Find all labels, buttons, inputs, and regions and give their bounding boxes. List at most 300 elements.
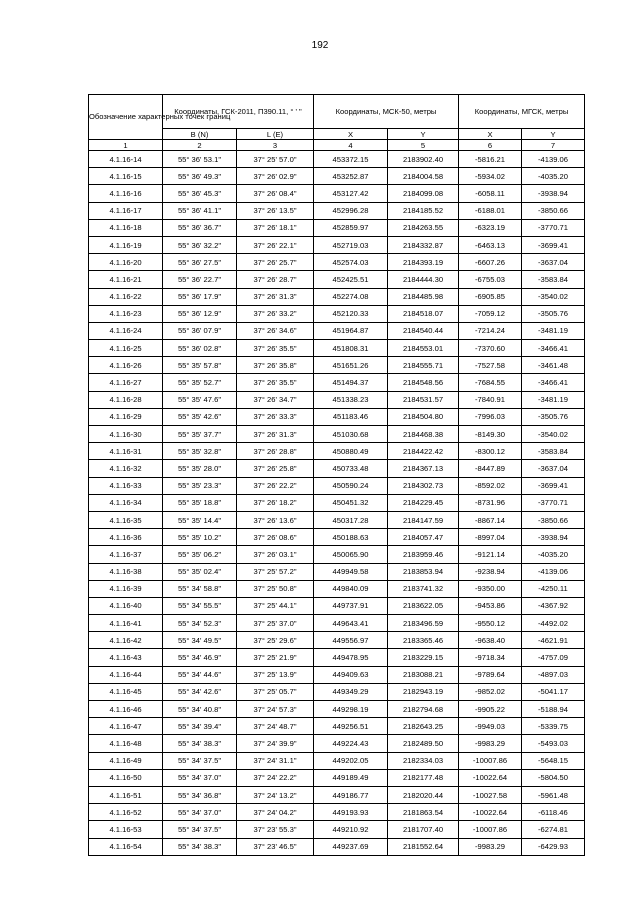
msk-y-cell: 2182334.03 bbox=[388, 752, 459, 769]
msk-x-cell: 450451.32 bbox=[314, 494, 388, 511]
msk-y-cell: 2183902.40 bbox=[388, 151, 459, 168]
latitude-cell: 55° 34' 55.5" bbox=[163, 597, 237, 614]
table-row bbox=[89, 236, 585, 253]
msk-x-cell: 449189.49 bbox=[314, 769, 388, 786]
mgsk-y-cell: -3699.41 bbox=[522, 236, 585, 253]
mgsk-x-cell: -10007.86 bbox=[459, 821, 522, 838]
msk-y-cell: 2183088.21 bbox=[388, 666, 459, 683]
msk-x-cell: 449737.91 bbox=[314, 597, 388, 614]
latitude-cell: 55° 34' 36.8" bbox=[163, 786, 237, 803]
msk-y-cell: 2184332.87 bbox=[388, 236, 459, 253]
latitude-cell: 55° 35' 02.4" bbox=[163, 563, 237, 580]
mgsk-x-cell: -9550.12 bbox=[459, 615, 522, 632]
mgsk-y-cell: -3770.71 bbox=[522, 494, 585, 511]
point-id-cell: 4.1.16-47 bbox=[89, 718, 163, 735]
mgsk-y-cell: -3505.76 bbox=[522, 305, 585, 322]
point-id-cell: 4.1.16-23 bbox=[89, 305, 163, 322]
point-id-cell: 4.1.16-52 bbox=[89, 804, 163, 821]
table-row bbox=[89, 202, 585, 219]
latitude-cell: 55° 35' 52.7" bbox=[163, 374, 237, 391]
longitude-cell: 37° 25' 50.8" bbox=[237, 580, 314, 597]
mgsk-y-cell: -3540.02 bbox=[522, 426, 585, 443]
longitude-cell: 37° 26' 18.1" bbox=[237, 219, 314, 236]
table-row bbox=[89, 443, 585, 460]
table-row bbox=[89, 597, 585, 614]
point-id-cell: 4.1.16-17 bbox=[89, 202, 163, 219]
msk-y-cell: 2182643.25 bbox=[388, 718, 459, 735]
mgsk-y-cell: -5961.48 bbox=[522, 786, 585, 803]
coordinates-table bbox=[88, 94, 585, 856]
longitude-cell: 37° 26' 33.3" bbox=[237, 408, 314, 425]
table-row bbox=[89, 322, 585, 339]
table-row bbox=[89, 391, 585, 408]
msk-y-cell: 2181863.54 bbox=[388, 804, 459, 821]
header-sub-b: B (N) bbox=[163, 129, 237, 140]
header-sub-mgsk-y: Y bbox=[522, 129, 585, 140]
latitude-cell: 55° 35' 47.6" bbox=[163, 391, 237, 408]
mgsk-x-cell: -8867.14 bbox=[459, 511, 522, 528]
longitude-cell: 37° 26' 25.7" bbox=[237, 254, 314, 271]
column-number: 6 bbox=[459, 140, 522, 151]
table-row bbox=[89, 666, 585, 683]
msk-y-cell: 2184229.45 bbox=[388, 494, 459, 511]
latitude-cell: 55° 35' 32.8" bbox=[163, 443, 237, 460]
point-id-cell: 4.1.16-14 bbox=[89, 151, 163, 168]
longitude-cell: 37° 24' 31.1" bbox=[237, 752, 314, 769]
mgsk-y-cell: -4035.20 bbox=[522, 168, 585, 185]
longitude-cell: 37° 25' 44.1" bbox=[237, 597, 314, 614]
point-id-cell: 4.1.16-54 bbox=[89, 838, 163, 855]
msk-x-cell: 452574.03 bbox=[314, 254, 388, 271]
point-id-cell: 4.1.16-29 bbox=[89, 408, 163, 425]
point-id-cell: 4.1.16-35 bbox=[89, 511, 163, 528]
point-id-cell: 4.1.16-39 bbox=[89, 580, 163, 597]
table-row bbox=[89, 477, 585, 494]
msk-x-cell: 449349.29 bbox=[314, 683, 388, 700]
latitude-cell: 55° 35' 14.4" bbox=[163, 511, 237, 528]
msk-x-cell: 452120.33 bbox=[314, 305, 388, 322]
mgsk-y-cell: -5339.75 bbox=[522, 718, 585, 735]
longitude-cell: 37° 25' 57.2" bbox=[237, 563, 314, 580]
msk-x-cell: 452719.03 bbox=[314, 236, 388, 253]
msk-y-cell: 2181552.64 bbox=[388, 838, 459, 855]
mgsk-x-cell: -7059.12 bbox=[459, 305, 522, 322]
mgsk-x-cell: -9983.29 bbox=[459, 838, 522, 855]
point-id-cell: 4.1.16-44 bbox=[89, 666, 163, 683]
msk-x-cell: 449298.19 bbox=[314, 701, 388, 718]
point-id-cell: 4.1.16-38 bbox=[89, 563, 163, 580]
table-row bbox=[89, 804, 585, 821]
point-id-cell: 4.1.16-37 bbox=[89, 546, 163, 563]
header-mgsk-group: Координаты, МГСК, метры bbox=[459, 95, 585, 129]
msk-x-cell: 450590.24 bbox=[314, 477, 388, 494]
table-row bbox=[89, 426, 585, 443]
mgsk-x-cell: -7840.91 bbox=[459, 391, 522, 408]
mgsk-y-cell: -3699.41 bbox=[522, 477, 585, 494]
mgsk-y-cell: -3461.48 bbox=[522, 357, 585, 374]
longitude-cell: 37° 26' 28.7" bbox=[237, 271, 314, 288]
mgsk-x-cell: -9638.40 bbox=[459, 632, 522, 649]
longitude-cell: 37° 26' 18.2" bbox=[237, 494, 314, 511]
point-id-cell: 4.1.16-42 bbox=[89, 632, 163, 649]
latitude-cell: 55° 34' 49.5" bbox=[163, 632, 237, 649]
msk-x-cell: 450880.49 bbox=[314, 443, 388, 460]
table-row bbox=[89, 340, 585, 357]
longitude-cell: 37° 26' 13.5" bbox=[237, 202, 314, 219]
column-number: 3 bbox=[237, 140, 314, 151]
mgsk-x-cell: -10027.58 bbox=[459, 786, 522, 803]
msk-y-cell: 2183496.59 bbox=[388, 615, 459, 632]
table-row bbox=[89, 357, 585, 374]
msk-x-cell: 449186.77 bbox=[314, 786, 388, 803]
longitude-cell: 37° 26' 31.3" bbox=[237, 426, 314, 443]
mgsk-x-cell: -7996.03 bbox=[459, 408, 522, 425]
msk-x-cell: 451338.23 bbox=[314, 391, 388, 408]
table-row bbox=[89, 185, 585, 202]
mgsk-x-cell: -10022.64 bbox=[459, 769, 522, 786]
mgsk-x-cell: -5934.02 bbox=[459, 168, 522, 185]
mgsk-y-cell: -3637.04 bbox=[522, 254, 585, 271]
latitude-cell: 55° 35' 57.8" bbox=[163, 357, 237, 374]
mgsk-y-cell: -5804.50 bbox=[522, 769, 585, 786]
msk-x-cell: 453252.87 bbox=[314, 168, 388, 185]
msk-x-cell: 453372.15 bbox=[314, 151, 388, 168]
mgsk-y-cell: -4250.11 bbox=[522, 580, 585, 597]
table-row bbox=[89, 615, 585, 632]
longitude-cell: 37° 26' 34.6" bbox=[237, 322, 314, 339]
msk-y-cell: 2184548.56 bbox=[388, 374, 459, 391]
msk-y-cell: 2184518.07 bbox=[388, 305, 459, 322]
latitude-cell: 55° 36' 27.5" bbox=[163, 254, 237, 271]
mgsk-y-cell: -4139.06 bbox=[522, 151, 585, 168]
table-row bbox=[89, 821, 585, 838]
mgsk-y-cell: -3505.76 bbox=[522, 408, 585, 425]
mgsk-y-cell: -4139.06 bbox=[522, 563, 585, 580]
longitude-cell: 37° 25' 37.0" bbox=[237, 615, 314, 632]
table-row bbox=[89, 701, 585, 718]
point-id-cell: 4.1.16-16 bbox=[89, 185, 163, 202]
msk-y-cell: 2184263.55 bbox=[388, 219, 459, 236]
longitude-cell: 37° 24' 13.2" bbox=[237, 786, 314, 803]
msk-x-cell: 453127.42 bbox=[314, 185, 388, 202]
mgsk-x-cell: -8731.96 bbox=[459, 494, 522, 511]
table-row bbox=[89, 288, 585, 305]
latitude-cell: 55° 34' 44.6" bbox=[163, 666, 237, 683]
msk-x-cell: 451808.31 bbox=[314, 340, 388, 357]
msk-y-cell: 2182020.44 bbox=[388, 786, 459, 803]
msk-x-cell: 449210.92 bbox=[314, 821, 388, 838]
mgsk-y-cell: -3481.19 bbox=[522, 322, 585, 339]
mgsk-x-cell: -10007.86 bbox=[459, 752, 522, 769]
longitude-cell: 37° 26' 22.1" bbox=[237, 236, 314, 253]
mgsk-x-cell: -8300.12 bbox=[459, 443, 522, 460]
mgsk-y-cell: -3850.66 bbox=[522, 511, 585, 528]
point-id-cell: 4.1.16-34 bbox=[89, 494, 163, 511]
msk-y-cell: 2184553.01 bbox=[388, 340, 459, 357]
msk-x-cell: 451183.46 bbox=[314, 408, 388, 425]
table-row bbox=[89, 649, 585, 666]
msk-x-cell: 449840.09 bbox=[314, 580, 388, 597]
header-designation: Обозначение характерных точек границ bbox=[89, 95, 163, 140]
table-row bbox=[89, 511, 585, 528]
msk-x-cell: 449478.95 bbox=[314, 649, 388, 666]
msk-y-cell: 2183365.46 bbox=[388, 632, 459, 649]
mgsk-x-cell: -7684.55 bbox=[459, 374, 522, 391]
table-row bbox=[89, 219, 585, 236]
longitude-cell: 37° 26' 25.8" bbox=[237, 460, 314, 477]
msk-y-cell: 2184057.47 bbox=[388, 529, 459, 546]
mgsk-x-cell: -6323.19 bbox=[459, 219, 522, 236]
msk-x-cell: 449949.58 bbox=[314, 563, 388, 580]
table-row bbox=[89, 683, 585, 700]
point-id-cell: 4.1.16-32 bbox=[89, 460, 163, 477]
msk-y-cell: 2182177.48 bbox=[388, 769, 459, 786]
latitude-cell: 55° 35' 18.8" bbox=[163, 494, 237, 511]
latitude-cell: 55° 36' 07.9" bbox=[163, 322, 237, 339]
msk-x-cell: 452996.28 bbox=[314, 202, 388, 219]
latitude-cell: 55° 35' 06.2" bbox=[163, 546, 237, 563]
mgsk-x-cell: -7527.58 bbox=[459, 357, 522, 374]
longitude-cell: 37° 24' 57.3" bbox=[237, 701, 314, 718]
msk-x-cell: 451494.37 bbox=[314, 374, 388, 391]
point-id-cell: 4.1.16-51 bbox=[89, 786, 163, 803]
mgsk-y-cell: -3540.02 bbox=[522, 288, 585, 305]
msk-y-cell: 2184504.80 bbox=[388, 408, 459, 425]
msk-y-cell: 2184004.58 bbox=[388, 168, 459, 185]
msk-x-cell: 449224.43 bbox=[314, 735, 388, 752]
table-row bbox=[89, 151, 585, 168]
msk-y-cell: 2184302.73 bbox=[388, 477, 459, 494]
latitude-cell: 55° 36' 17.9" bbox=[163, 288, 237, 305]
mgsk-y-cell: -5493.03 bbox=[522, 735, 585, 752]
mgsk-x-cell: -9852.02 bbox=[459, 683, 522, 700]
msk-y-cell: 2183853.94 bbox=[388, 563, 459, 580]
mgsk-x-cell: -8447.89 bbox=[459, 460, 522, 477]
longitude-cell: 37° 25' 13.9" bbox=[237, 666, 314, 683]
mgsk-y-cell: -3637.04 bbox=[522, 460, 585, 477]
latitude-cell: 55° 34' 40.8" bbox=[163, 701, 237, 718]
mgsk-x-cell: -6188.01 bbox=[459, 202, 522, 219]
point-id-cell: 4.1.16-28 bbox=[89, 391, 163, 408]
mgsk-x-cell: -9905.22 bbox=[459, 701, 522, 718]
latitude-cell: 55° 35' 37.7" bbox=[163, 426, 237, 443]
point-id-cell: 4.1.16-19 bbox=[89, 236, 163, 253]
table-row bbox=[89, 838, 585, 855]
header-gsk-group: Координаты, ГСК-2011, П390.11, ° ' " bbox=[163, 95, 314, 129]
mgsk-y-cell: -3770.71 bbox=[522, 219, 585, 236]
header-sub-msk-y: Y bbox=[388, 129, 459, 140]
latitude-cell: 55° 36' 12.9" bbox=[163, 305, 237, 322]
point-id-cell: 4.1.16-46 bbox=[89, 701, 163, 718]
longitude-cell: 37° 24' 48.7" bbox=[237, 718, 314, 735]
msk-x-cell: 450065.90 bbox=[314, 546, 388, 563]
longitude-cell: 37° 25' 57.0" bbox=[237, 151, 314, 168]
mgsk-y-cell: -5041.17 bbox=[522, 683, 585, 700]
msk-y-cell: 2184531.57 bbox=[388, 391, 459, 408]
point-id-cell: 4.1.16-45 bbox=[89, 683, 163, 700]
point-id-cell: 4.1.16-49 bbox=[89, 752, 163, 769]
msk-x-cell: 449193.93 bbox=[314, 804, 388, 821]
column-number: 2 bbox=[163, 140, 237, 151]
msk-y-cell: 2183622.05 bbox=[388, 597, 459, 614]
page-number: 192 bbox=[311, 40, 329, 51]
msk-x-cell: 451964.87 bbox=[314, 322, 388, 339]
mgsk-y-cell: -3583.84 bbox=[522, 443, 585, 460]
point-id-cell: 4.1.16-24 bbox=[89, 322, 163, 339]
msk-y-cell: 2184147.59 bbox=[388, 511, 459, 528]
longitude-cell: 37° 24' 04.2" bbox=[237, 804, 314, 821]
table-row bbox=[89, 305, 585, 322]
msk-y-cell: 2183229.15 bbox=[388, 649, 459, 666]
longitude-cell: 37° 25' 29.6" bbox=[237, 632, 314, 649]
longitude-cell: 37° 23' 46.5" bbox=[237, 838, 314, 855]
latitude-cell: 55° 34' 58.8" bbox=[163, 580, 237, 597]
mgsk-y-cell: -6274.81 bbox=[522, 821, 585, 838]
point-id-cell: 4.1.16-31 bbox=[89, 443, 163, 460]
mgsk-x-cell: -9949.03 bbox=[459, 718, 522, 735]
table-row bbox=[89, 718, 585, 735]
longitude-cell: 37° 26' 02.9" bbox=[237, 168, 314, 185]
msk-x-cell: 449237.69 bbox=[314, 838, 388, 855]
msk-x-cell: 449202.05 bbox=[314, 752, 388, 769]
latitude-cell: 55° 34' 38.3" bbox=[163, 735, 237, 752]
mgsk-y-cell: -5188.94 bbox=[522, 701, 585, 718]
point-id-cell: 4.1.16-53 bbox=[89, 821, 163, 838]
latitude-cell: 55° 34' 39.4" bbox=[163, 718, 237, 735]
longitude-cell: 37° 26' 22.2" bbox=[237, 477, 314, 494]
point-id-cell: 4.1.16-30 bbox=[89, 426, 163, 443]
msk-y-cell: 2184468.38 bbox=[388, 426, 459, 443]
latitude-cell: 55° 36' 49.3" bbox=[163, 168, 237, 185]
table-row bbox=[89, 735, 585, 752]
mgsk-y-cell: -3583.84 bbox=[522, 271, 585, 288]
mgsk-x-cell: -7370.60 bbox=[459, 340, 522, 357]
msk-x-cell: 451030.68 bbox=[314, 426, 388, 443]
table-row bbox=[89, 254, 585, 271]
msk-y-cell: 2184367.13 bbox=[388, 460, 459, 477]
latitude-cell: 55° 35' 42.6" bbox=[163, 408, 237, 425]
table-row bbox=[89, 752, 585, 769]
table-row bbox=[89, 408, 585, 425]
latitude-cell: 55° 36' 02.8" bbox=[163, 340, 237, 357]
msk-x-cell: 452425.51 bbox=[314, 271, 388, 288]
msk-x-cell: 449256.51 bbox=[314, 718, 388, 735]
longitude-cell: 37° 26' 03.1" bbox=[237, 546, 314, 563]
latitude-cell: 55° 34' 42.6" bbox=[163, 683, 237, 700]
table-row bbox=[89, 546, 585, 563]
longitude-cell: 37° 26' 08.4" bbox=[237, 185, 314, 202]
latitude-cell: 55° 36' 36.7" bbox=[163, 219, 237, 236]
table-row bbox=[89, 580, 585, 597]
latitude-cell: 55° 34' 38.3" bbox=[163, 838, 237, 855]
table-row bbox=[89, 786, 585, 803]
mgsk-y-cell: -4621.91 bbox=[522, 632, 585, 649]
latitude-cell: 55° 36' 41.1" bbox=[163, 202, 237, 219]
mgsk-x-cell: -10022.64 bbox=[459, 804, 522, 821]
msk-y-cell: 2181707.40 bbox=[388, 821, 459, 838]
mgsk-y-cell: -6429.93 bbox=[522, 838, 585, 855]
table-body bbox=[89, 151, 585, 856]
mgsk-x-cell: -6755.03 bbox=[459, 271, 522, 288]
table-row bbox=[89, 769, 585, 786]
column-number: 5 bbox=[388, 140, 459, 151]
msk-y-cell: 2184099.08 bbox=[388, 185, 459, 202]
mgsk-x-cell: -8149.30 bbox=[459, 426, 522, 443]
mgsk-x-cell: -7214.24 bbox=[459, 322, 522, 339]
msk-x-cell: 450733.48 bbox=[314, 460, 388, 477]
table-row bbox=[89, 460, 585, 477]
column-number: 1 bbox=[89, 140, 163, 151]
mgsk-y-cell: -3938.94 bbox=[522, 185, 585, 202]
longitude-cell: 37° 26' 31.3" bbox=[237, 288, 314, 305]
longitude-cell: 37° 26' 34.7" bbox=[237, 391, 314, 408]
table-row bbox=[89, 168, 585, 185]
msk-y-cell: 2184422.42 bbox=[388, 443, 459, 460]
mgsk-x-cell: -9789.64 bbox=[459, 666, 522, 683]
point-id-cell: 4.1.16-48 bbox=[89, 735, 163, 752]
msk-y-cell: 2183959.46 bbox=[388, 546, 459, 563]
longitude-cell: 37° 26' 35.5" bbox=[237, 374, 314, 391]
latitude-cell: 55° 34' 37.0" bbox=[163, 804, 237, 821]
mgsk-y-cell: -3466.41 bbox=[522, 340, 585, 357]
point-id-cell: 4.1.16-36 bbox=[89, 529, 163, 546]
table-row bbox=[89, 529, 585, 546]
table-row bbox=[89, 374, 585, 391]
point-id-cell: 4.1.16-27 bbox=[89, 374, 163, 391]
mgsk-y-cell: -4897.03 bbox=[522, 666, 585, 683]
point-id-cell: 4.1.16-15 bbox=[89, 168, 163, 185]
mgsk-y-cell: -4757.09 bbox=[522, 649, 585, 666]
longitude-cell: 37° 25' 21.9" bbox=[237, 649, 314, 666]
mgsk-y-cell: -3466.41 bbox=[522, 374, 585, 391]
msk-x-cell: 452859.97 bbox=[314, 219, 388, 236]
mgsk-x-cell: -9121.14 bbox=[459, 546, 522, 563]
msk-x-cell: 450317.28 bbox=[314, 511, 388, 528]
header-msk-group: Координаты, МСК-50, метры bbox=[314, 95, 459, 129]
mgsk-x-cell: -9718.34 bbox=[459, 649, 522, 666]
msk-x-cell: 449643.41 bbox=[314, 615, 388, 632]
msk-y-cell: 2184555.71 bbox=[388, 357, 459, 374]
mgsk-x-cell: -6463.13 bbox=[459, 236, 522, 253]
msk-x-cell: 449409.63 bbox=[314, 666, 388, 683]
mgsk-x-cell: -8997.04 bbox=[459, 529, 522, 546]
point-id-cell: 4.1.16-21 bbox=[89, 271, 163, 288]
latitude-cell: 55° 34' 46.9" bbox=[163, 649, 237, 666]
header-sub-l: L (E) bbox=[237, 129, 314, 140]
table-row bbox=[89, 271, 585, 288]
mgsk-x-cell: -9453.86 bbox=[459, 597, 522, 614]
msk-x-cell: 452274.08 bbox=[314, 288, 388, 305]
mgsk-y-cell: -6118.46 bbox=[522, 804, 585, 821]
point-id-cell: 4.1.16-18 bbox=[89, 219, 163, 236]
point-id-cell: 4.1.16-25 bbox=[89, 340, 163, 357]
msk-x-cell: 450188.63 bbox=[314, 529, 388, 546]
msk-y-cell: 2184444.30 bbox=[388, 271, 459, 288]
latitude-cell: 55° 34' 52.3" bbox=[163, 615, 237, 632]
mgsk-y-cell: -4367.92 bbox=[522, 597, 585, 614]
point-id-cell: 4.1.16-33 bbox=[89, 477, 163, 494]
latitude-cell: 55° 35' 10.2" bbox=[163, 529, 237, 546]
mgsk-x-cell: -8592.02 bbox=[459, 477, 522, 494]
latitude-cell: 55° 36' 45.3" bbox=[163, 185, 237, 202]
table-row bbox=[89, 632, 585, 649]
mgsk-y-cell: -3481.19 bbox=[522, 391, 585, 408]
point-id-cell: 4.1.16-26 bbox=[89, 357, 163, 374]
msk-y-cell: 2184185.52 bbox=[388, 202, 459, 219]
mgsk-x-cell: -9350.00 bbox=[459, 580, 522, 597]
longitude-cell: 37° 23' 55.3" bbox=[237, 821, 314, 838]
msk-x-cell: 451651.26 bbox=[314, 357, 388, 374]
